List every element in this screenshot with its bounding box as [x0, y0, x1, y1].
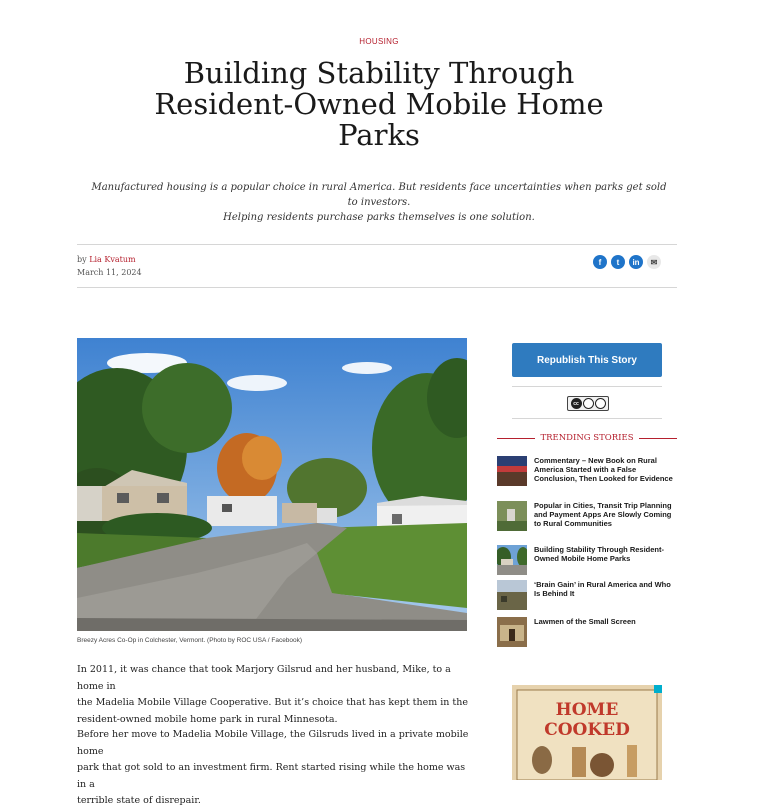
creative-commons-badge[interactable]	[567, 396, 609, 411]
dek-line-2: Helping residents purchase parks themselves is one solution.	[223, 212, 535, 223]
hero-photo	[77, 338, 467, 631]
trending-item-title[interactable]: Commentary – New Book on Rural America Started with a False Conclusion, Then Looked for Evidence	[534, 456, 673, 483]
category-label[interactable]: HOUSING	[359, 37, 399, 46]
trending-title: TRENDING STORIES	[540, 433, 634, 443]
trending-item-title[interactable]: ‘Brain Gain’ in Rural America and Who Is Behind It	[534, 580, 671, 598]
article-paragraph-2	[77, 727, 472, 810]
trending-rule-right	[639, 438, 677, 439]
paragraph-line: resident-owned mobile home park in rural Minnesota.	[77, 713, 338, 725]
paragraph-line: park that got sold to an investment firm. Rent started rising while the home was in a	[77, 762, 466, 790]
trending-thumbnail	[497, 617, 527, 647]
trending-thumbnail	[497, 501, 527, 531]
ad-word-1: HOME	[555, 700, 619, 720]
paragraph-line: the Madelia Mobile Village Cooperative. But it’s choice that has kept them in the	[77, 697, 468, 708]
trending-item[interactable]	[497, 617, 677, 647]
byline	[77, 255, 136, 264]
title-line-3: Parks	[338, 118, 420, 152]
share-buttons	[593, 255, 661, 269]
by-label: by	[77, 255, 87, 264]
trending-thumbnail	[497, 580, 527, 610]
email-icon[interactable]: ✉	[647, 255, 661, 269]
republish-button[interactable]: Republish This Story	[512, 343, 662, 377]
divider-bottom	[77, 287, 677, 288]
trending-rule-left	[497, 438, 535, 439]
trending-item-title[interactable]: Building Stability Through Resident-Owned Mobile Home Parks	[534, 545, 664, 563]
article-title	[120, 58, 638, 151]
adchoices-icon[interactable]	[654, 685, 662, 693]
author-link[interactable]: Lia Kvatum	[89, 255, 136, 264]
cc-icon: cc	[571, 398, 582, 409]
twitter-icon[interactable]: t	[611, 255, 625, 269]
facebook-icon[interactable]: f	[593, 255, 607, 269]
advertisement[interactable]	[512, 685, 662, 780]
trending-item[interactable]	[497, 456, 677, 486]
ad-word-2: COOKED	[544, 720, 630, 740]
dek-line-1: Manufactured housing is a popular choice in rural America. But residents face uncertainties when parks get sold to investors.	[91, 182, 667, 208]
paragraph-line: terrible state of disrepair.	[77, 795, 201, 806]
paragraph-line: In 2011, it was chance that took Marjory Gilsrud and her husband, Mike, to a home in	[77, 664, 451, 692]
linkedin-icon[interactable]: in	[629, 255, 643, 269]
title-line-1: Building Stability Through	[183, 56, 575, 90]
title-line-2: Resident-Owned Mobile Home	[154, 87, 604, 121]
sidebar-divider-1	[512, 386, 662, 387]
paragraph-line: Before her move to Madelia Mobile Village, the Gilsruds lived in a private mobile home	[77, 729, 469, 757]
article-paragraph-1	[77, 662, 472, 728]
article-dek	[88, 180, 670, 225]
trending-thumbnail	[497, 545, 527, 575]
no-derivatives-icon	[595, 398, 606, 409]
trending-item[interactable]	[497, 580, 677, 610]
ad-illustration	[512, 685, 662, 780]
hero-photo-illustration	[77, 338, 467, 631]
trending-item[interactable]	[497, 501, 677, 531]
trending-item-title[interactable]: Popular in Cities, Transit Trip Planning and Payment Apps Are Slowly Coming to Rural Communities	[534, 501, 672, 528]
divider-top	[77, 244, 677, 245]
image-caption: Breezy Acres Co-Op in Colchester, Vermont. (Photo by ROC USA / Facebook)	[77, 637, 303, 644]
attribution-icon	[583, 398, 594, 409]
trending-item-title[interactable]: Lawmen of the Small Screen	[534, 617, 636, 626]
trending-thumbnail	[497, 456, 527, 486]
trending-item[interactable]	[497, 545, 677, 575]
sidebar-divider-2	[512, 418, 662, 419]
trending-header	[497, 433, 677, 443]
publish-date: March 11, 2024	[77, 268, 142, 277]
